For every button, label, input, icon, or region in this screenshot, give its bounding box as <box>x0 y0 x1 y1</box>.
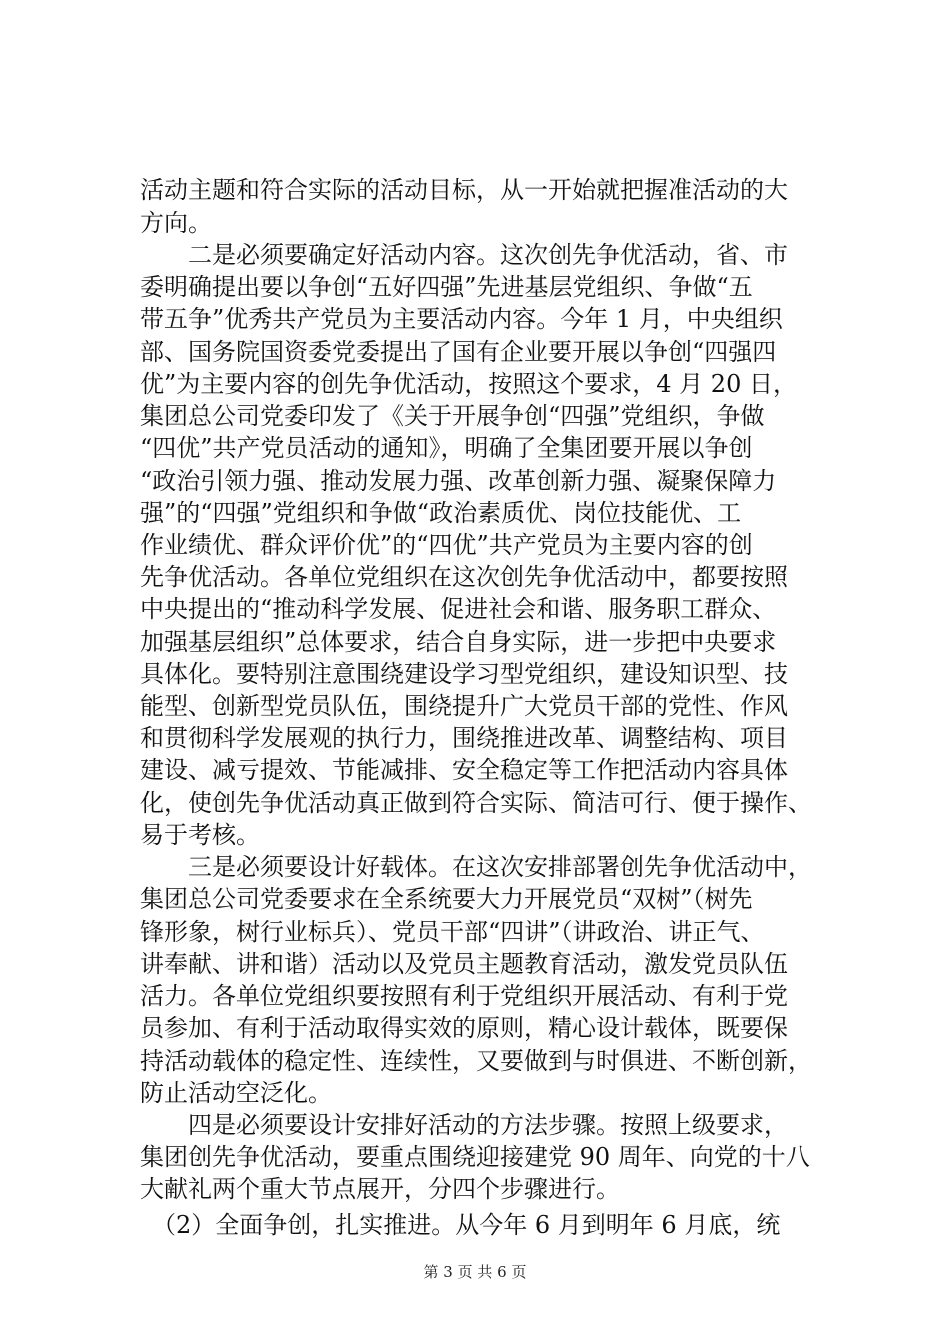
text-line: 先争优活动。各单位党组织在这次创先争优活动中，都要按照 <box>140 563 788 591</box>
text-line: 三是必须要设计好载体。在这次安排部署创先争优活动中， <box>140 853 812 881</box>
text-line: 方向。 <box>140 209 212 237</box>
text-line: 集团创先争优活动，要重点围绕迎接建党 90 周年、向党的十八 <box>140 1143 810 1171</box>
page-footer: 第 3 页 共 6 页 <box>423 1263 527 1281</box>
text-line: 讲奉献、讲和谐）活动以及党员主题教育活动，激发党员队伍 <box>140 950 788 978</box>
text-line: 锋形象，树行业标兵）、党员干部“四讲”（讲政治、讲正气、 <box>140 918 765 946</box>
text-line: 部、国务院国资委党委提出了国有企业要开展以争创“四强四 <box>140 338 777 366</box>
text-line: 二是必须要确定好活动内容。这次创先争优活动，省、市 <box>140 241 788 269</box>
text-line: 易于考核。 <box>140 821 260 849</box>
text-line: 能型、创新型党员队伍，围绕提升广大党员干部的党性、作风 <box>140 692 788 720</box>
text-line: 集团总公司党委要求在全系统要大力开展党员“双树”（树先 <box>140 885 753 913</box>
text-line: 和贯彻科学发展观的执行力，围绕推进改革、调整结构、项目 <box>140 724 788 752</box>
text-line: 带五争”优秀共产党员为主要活动内容。今年 1 月，中央组织 <box>140 305 783 333</box>
text-line: 大献礼两个重大节点展开，分四个步骤进行。 <box>140 1175 620 1203</box>
text-line: 优”为主要内容的创先争优活动，按照这个要求，4 月 20 日， <box>140 370 797 398</box>
text-line: 中央提出的“推动科学发展、促进社会和谐、服务职工群众、 <box>140 595 777 623</box>
text-line: 化，使创先争优活动真正做到符合实际、简洁可行、便于操作、 <box>140 789 812 817</box>
text-line: （2）全面争创，扎实推进。从今年 6 月到明年 6 月底，统 <box>140 1211 781 1239</box>
text-line: 委明确提出要以争创“五好四强”先进基层党组织、争做“五 <box>140 273 753 301</box>
text-line: 集团总公司党委印发了《关于开展争创“四强”党组织，争做 <box>140 402 765 430</box>
text-line: 活动主题和符合实际的活动目标，从一开始就把握准活动的大 <box>140 176 788 204</box>
text-line: 防止活动空泛化。 <box>140 1079 332 1107</box>
text-line: 具体化。要特别注意围绕建设学习型党组织，建设知识型、技 <box>140 660 788 688</box>
text-line: 持活动载体的稳定性、连续性，又要做到与时俱进、不断创新， <box>140 1047 812 1075</box>
text-line: “政治引领力强、推动发展力强、改革创新力强、凝聚保障力 <box>140 467 777 495</box>
text-line: 活力。各单位党组织要按照有利于党组织开展活动、有利于党 <box>140 982 788 1010</box>
text-line: 员参加、有利于活动取得实效的原则，精心设计载体，既要保 <box>140 1014 788 1042</box>
text-line: 加强基层组织”总体要求，结合自身实际，进一步把中央要求 <box>140 628 777 656</box>
text-line: 建设、减亏提效、节能减排、安全稳定等工作把活动内容具体 <box>140 756 788 784</box>
text-line: “四优”共产党员活动的通知》，明确了全集团要开展以争创 <box>140 434 753 462</box>
text-line: 四是必须要设计安排好活动的方法步骤。按照上级要求， <box>140 1111 788 1139</box>
text-line: 作业绩优、群众评价优”的“四优”共产党员为主要内容的创 <box>140 531 753 559</box>
text-line: 强”的“四强”党组织和争做“政治素质优、岗位技能优、工 <box>140 499 742 527</box>
